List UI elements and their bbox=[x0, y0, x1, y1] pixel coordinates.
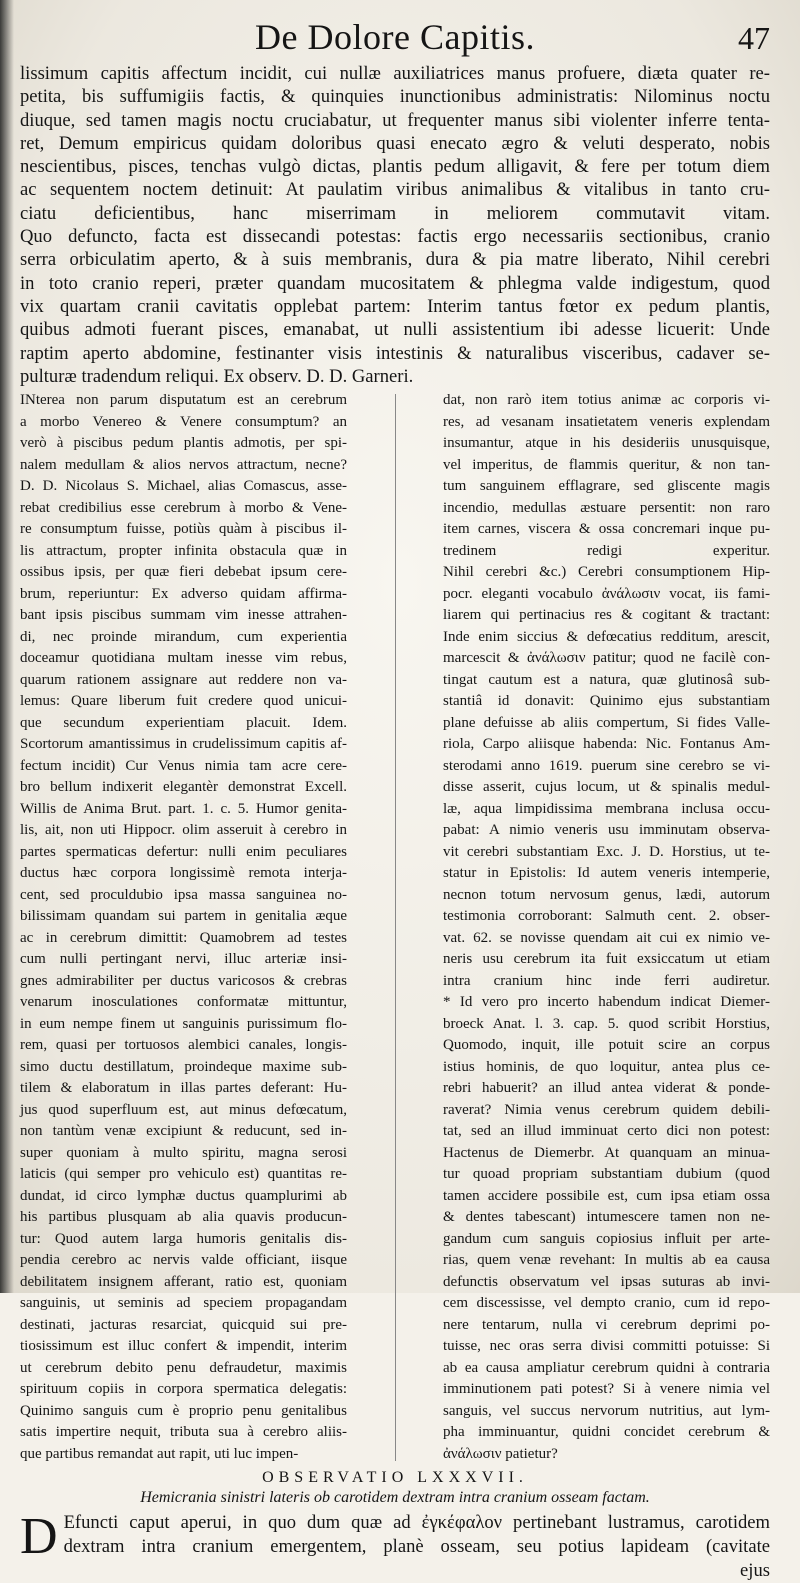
text-line: dextram intra cranium emergentem, planè osseam, seu potius lapideam (cavitate bbox=[63, 1535, 770, 1557]
text-line: tur: Quod autem larga humoris genitalis dis- bbox=[20, 1230, 347, 1247]
text-line: diuque, sed tamen magis noctu cruciabatur, ut frequenter manus sibi violenter inferre tenta- bbox=[20, 109, 770, 131]
text-line: pabat: A nimio veneris usu imminutam observa- bbox=[443, 822, 770, 839]
text-line: in eum nempe finem ut sanguinis purissimum flo- bbox=[20, 1015, 347, 1032]
text-line: ac in cerebrum dimittit: Quamobrem ad testes bbox=[20, 929, 347, 946]
text-line: Scortorum amantissimus in crudelissimum capitis af- bbox=[20, 736, 347, 753]
text-line: Nihil cerebri &c.) Cerebri consumptionem Hip- bbox=[443, 564, 770, 581]
text-line: riola, Carpo aliisque habenda: Nic. Fontanus Am- bbox=[443, 736, 770, 753]
text-line: disse asserit, cujus locum, ut & spinalis medul- bbox=[443, 779, 770, 796]
text-line: di, nec proinde mirandum, cum experientia bbox=[20, 628, 347, 645]
observation-body bbox=[20, 1508, 770, 1582]
text-line: fectum incidit) Cur Venus nimia tam acre cere- bbox=[20, 757, 347, 774]
text-line: cum nulli pertingant nervi, illuc arteriæ insi- bbox=[20, 951, 347, 968]
text-line: tuisse, nec oras serra divisi committi potuisse: Si bbox=[443, 1338, 770, 1355]
text-line: que partibus remandat aut rapit, uti luc impen- bbox=[20, 1445, 299, 1462]
text-line: que secundum experientiam placuit. Idem. bbox=[20, 714, 347, 731]
text-line: stantiâ id donavit: Quinimo ejus substantiam bbox=[443, 693, 770, 710]
text-line: petita, bis suffumigiis factis, & quinquies inunctionibus administratis: Nilominus noctu bbox=[20, 86, 770, 108]
text-line: D. D. Nicolaus S. Michael, alias Comascus, asse- bbox=[20, 478, 347, 495]
text-line: pha imminuantur, quidni concidet cerebrum & bbox=[443, 1424, 770, 1441]
text-line: * Id vero pro incerto habendum indicat Diemer- bbox=[443, 994, 770, 1011]
text-line: vix quartam cranii cavitatis opplebat partem: Interim tantus fœtor ex pedum plantis, bbox=[20, 295, 770, 317]
text-line: dat, non rarò item totius animæ ac corporis vi- bbox=[443, 392, 770, 409]
page-number: 47 bbox=[738, 20, 770, 56]
text-line: lemus: Quare liberum fuit credere quod unicui- bbox=[20, 693, 347, 710]
text-line: necnon totum nervosum genus, lædi, autorum bbox=[443, 886, 770, 903]
text-line: rebat credibilius esse cerebrum à morbo & Vene- bbox=[20, 499, 347, 516]
text-line: vat. 62. se novisse quendam ait cui ex nimio ve- bbox=[443, 929, 770, 946]
text-line: liarem qui pertinacius res & cogitant & tractant: bbox=[443, 607, 770, 624]
text-line: non tantùm venæ excipiunt & reducunt, sed in- bbox=[20, 1123, 347, 1140]
drop-cap: D bbox=[20, 1508, 58, 1566]
text-line: nescientibus, pisces, tenchas vulgò dictas, plantis pedum alligavit, & fere per totum diem bbox=[20, 156, 770, 178]
text-line: marcescit & ἀνάλωσιν patitur; quod ne facilè con- bbox=[443, 650, 770, 667]
text-line: raptim aperto abdomine, festinanter visis intestinis & naturalibus visceribus, cadaver se- bbox=[20, 342, 770, 364]
observation-lines bbox=[20, 1508, 770, 1566]
text-line: neris usu cerebrum ita fuit exsiccatum ut etiam bbox=[443, 951, 770, 968]
text-line: sterodami anno 1619. puerum sine cerebro se vi- bbox=[443, 757, 770, 774]
text-line: tum sanguinem efflagrare, sed gliscente magis bbox=[443, 478, 770, 495]
text-line: istius hominis, de quo loquitur, antea plus ce- bbox=[443, 1058, 770, 1075]
text-line: læ, aqua limpidissima membrana inclusa occu- bbox=[443, 800, 770, 817]
text-line: item carnes, viscera & ossa concremari inque pu- bbox=[443, 521, 770, 538]
text-line: imminutionem pati potest? Si à venere nimia vel bbox=[443, 1381, 770, 1398]
text-line: intra cranium hinc inde ferri audiretur. bbox=[443, 972, 770, 989]
right-column bbox=[443, 390, 770, 1465]
two-column-commentary bbox=[20, 390, 770, 1465]
text-line: cem discessisse, vel dempto cranio, cum id repo- bbox=[443, 1295, 770, 1312]
text-line: Inde enim siccius & defœcatius redditum, arescit, bbox=[443, 628, 770, 645]
text-line: lissimum capitis affectum incidit, cui nullæ auxiliatrices manus profuere, diæta quater re- bbox=[20, 63, 770, 84]
running-title: De Dolore Capitis. bbox=[255, 17, 535, 57]
text-line: plane defuisse ab aliis compertum, Si fides Valle- bbox=[443, 714, 770, 731]
text-line: defunctis observatum vel ipsas suturas ab invi- bbox=[443, 1273, 770, 1290]
text-line: rias, quem venæ revehant: In multis ab ea causa bbox=[443, 1252, 770, 1269]
text-line: lis attractum, propter infinita obstacula quæ in bbox=[20, 542, 347, 559]
text-line: pocr. eleganti vocabulo ἀνάλωσιν vocat, iis fami- bbox=[443, 585, 770, 602]
text-line: vit cerebri substantiam Exc. J. D. Horstius, ut te- bbox=[443, 843, 770, 860]
text-line: gnes admirabiliter per ductus varicosos & crebras bbox=[20, 972, 347, 989]
catchword: ejus bbox=[740, 1559, 770, 1581]
text-line: ret, Demum empiricus quidam doloribus quasi enecato ægro & veluti desperato, nobis bbox=[20, 132, 770, 154]
text-line: bro bellum indixerit elegantèr demonstrat Excell. bbox=[20, 779, 347, 796]
text-line: laticis (qui semper pro vehiculo est) quantitas re- bbox=[20, 1166, 347, 1183]
text-line: simo ductu destillatum, proindeque maxime sub- bbox=[20, 1058, 347, 1075]
observation-subtitle: Hemicrania sinistri lateris ob carotidem dextram intra cranium osseam factam. bbox=[140, 1489, 650, 1507]
text-line: tingat cautum est a natura, quæ glutinosâ sub- bbox=[443, 671, 770, 688]
text-line: cent, sed proculdubio ipsa massa sanguinea no- bbox=[20, 886, 347, 903]
text-line: his partibus plusquam ab alia quavis producun- bbox=[20, 1209, 347, 1226]
text-line: sanguinis, ut seminis ad speciem propagandam bbox=[20, 1295, 347, 1312]
text-line: serra orbiculatim aperto, & à suis membranis, dura & pia matre liberato, Nihil cerebri bbox=[20, 249, 770, 271]
text-line: quibus admoti fuerant pisces, emanabat, ut nulli assistentium ibi adesse licuerit: Unde bbox=[20, 319, 770, 341]
text-line: pendia cerebro ac nervis valde officiant, iisque bbox=[20, 1252, 347, 1269]
text-line: venarum inosculationes conformatæ mittuntur, bbox=[20, 994, 347, 1011]
text-line: Quinimo sanguis cum è proprio penu genitalibus bbox=[20, 1402, 347, 1419]
text-line: super quoniam à multo spiritu, magna serosi bbox=[20, 1144, 347, 1161]
text-line: bilissimam quandam sui partem in genitalia æque bbox=[20, 908, 347, 925]
text-line: gandum cum sanguis copiosius influit per arte- bbox=[443, 1230, 770, 1247]
observation-heading: OBSERVATIO LXXXVII. bbox=[262, 1469, 528, 1487]
text-line: tamen accidere possibile est, cum ipsa etiam ossa bbox=[443, 1187, 770, 1204]
text-line: partes spermaticas defertur: nulli enim peculiares bbox=[20, 843, 347, 860]
text-line: ut cerebrum debito penu defraudetur, maximis bbox=[20, 1359, 347, 1376]
text-line: ossibus ipsis, per quæ fieri debebat ipsum cere- bbox=[20, 564, 347, 581]
text-line: INterea non parum disputatum est an cerebrum bbox=[20, 392, 347, 409]
text-line: debilitatem insignem afferant, ratio est, quoniam bbox=[20, 1273, 347, 1290]
text-line: Quo defuncto, facta est dissecandi potestas: factis ergo necessariis sectionibus, cranio bbox=[20, 226, 770, 248]
text-line: verò à piscibus pedum plantis admotis, per spi- bbox=[20, 435, 347, 452]
text-line: Willis de Anima Brut. part. 1. c. 5. Humor genita- bbox=[20, 800, 347, 817]
text-line: raverat? Nimia venus cerebrum quidem debili- bbox=[443, 1101, 770, 1118]
text-line: nere tentarum, nulla vi cerebrum deprimi po- bbox=[443, 1316, 770, 1333]
text-line: nalem medullam & alios nervos attractum, necne? bbox=[20, 456, 347, 473]
text-line: testimonia corroborant: Salmuth cent. 2. obser- bbox=[443, 908, 770, 925]
text-line: pulturæ tradendum reliqui. Ex observ. D. D. Garneri. bbox=[20, 365, 414, 387]
text-line: spirituum copiis in corpora spermatica delegatis: bbox=[20, 1381, 347, 1398]
text-line: tur quoad propriam substantiam dubium (quod bbox=[443, 1166, 770, 1183]
text-line: res, ad vesanam insatietatem veneris explendam bbox=[443, 413, 770, 430]
running-head bbox=[20, 16, 770, 62]
text-line: Hactenus de Diemerbr. At quanquam an minua- bbox=[443, 1144, 770, 1161]
text-line: insumantur, atque in his desideriis unusquisque, bbox=[443, 435, 770, 452]
text-line: in toto cranio reperi, præter quandam mucositatem & phlegma valde indigestum, quod bbox=[20, 272, 770, 294]
text-line: bant ipsis piscibus summam vim inesse attrahen- bbox=[20, 607, 347, 624]
text-line: statur in Epistolis: Id autem veneris intemperie, bbox=[443, 865, 770, 882]
text-line: lis, ait, non uti Hippocr. olim asseruit à cerebro in bbox=[20, 822, 347, 839]
text-line: ἀνάλωσιν patietur? bbox=[443, 1445, 558, 1462]
text-line: incendio, medullas æstuare persentit: non raro bbox=[443, 499, 770, 516]
text-line: brum, reperiuntur: Ex adverso quidam affirma- bbox=[20, 585, 347, 602]
text-line: jus quod superfluum est, aut minus defœcatum, bbox=[20, 1101, 347, 1118]
text-line: tiosissimum est illuc confert & impendit, interim bbox=[20, 1338, 347, 1355]
left-column bbox=[20, 390, 347, 1465]
text-line: & dentes tabescant) intumescere tamen non ne- bbox=[443, 1209, 770, 1226]
text-line: ab ea causa ampliatur cerebrum quidni à contraria bbox=[443, 1359, 770, 1376]
text-line: ciatu deficientibus, hanc miserrimam in meliorem commutavit vitam. bbox=[20, 202, 770, 224]
text-line: Efuncti caput aperui, in quo dum quæ ad ἐγκέφαλον pertinebant lustramus, carotidem bbox=[63, 1512, 770, 1534]
text-line: a morbo Venereo & Venere consumptum? an bbox=[20, 413, 347, 430]
text-line: broeck Anat. l. 3. cap. 5. quod scribit Horstius, bbox=[443, 1015, 770, 1032]
text-line: quarum rationem assignare aut reddere non va- bbox=[20, 671, 347, 688]
intro-paragraph bbox=[20, 62, 770, 388]
text-line: doceamur quotidiana multam inesse vim rebus, bbox=[20, 650, 347, 667]
text-line: Quomodo, inquit, ille potuit scire an corpus bbox=[443, 1037, 770, 1054]
text-line: re consumptum fuisse, potiùs quàm à piscibus il- bbox=[20, 521, 347, 538]
text-line: satis impertire nequit, tributa sua à cerebro aliis- bbox=[20, 1424, 347, 1441]
text-line: tilem & elaboratum in illas partes deferant: Hu- bbox=[20, 1080, 347, 1097]
text-line: tredinem redigi experitur. bbox=[443, 542, 770, 559]
text-line: rebri habuerit? an illud antea viderat & ponde- bbox=[443, 1080, 770, 1097]
text-line: vel imperitus, de flammis queritur, & non tan- bbox=[443, 456, 770, 473]
text-line: dundat, id circo lymphæ ductus quamplurimi ab bbox=[20, 1187, 347, 1204]
text-line: ductus hæc corpora longissimè remota interja- bbox=[20, 865, 347, 882]
text-line: ac sequentem noctem detinuit: At paulatim viribus animalibus & vitalibus in tanto cru- bbox=[20, 179, 770, 201]
text-line: destinati, jacturas resarciat, quicquid sui pre- bbox=[20, 1316, 347, 1333]
text-line: sanguis, vel succus nervorum nutritius, aut lym- bbox=[443, 1402, 770, 1419]
column-divider bbox=[395, 394, 396, 1461]
text-line: rem, quasi per tortuosos alembici canales, longis- bbox=[20, 1037, 347, 1054]
text-line: tat, sed an illud imminuat certo dici non potest: bbox=[443, 1123, 770, 1140]
